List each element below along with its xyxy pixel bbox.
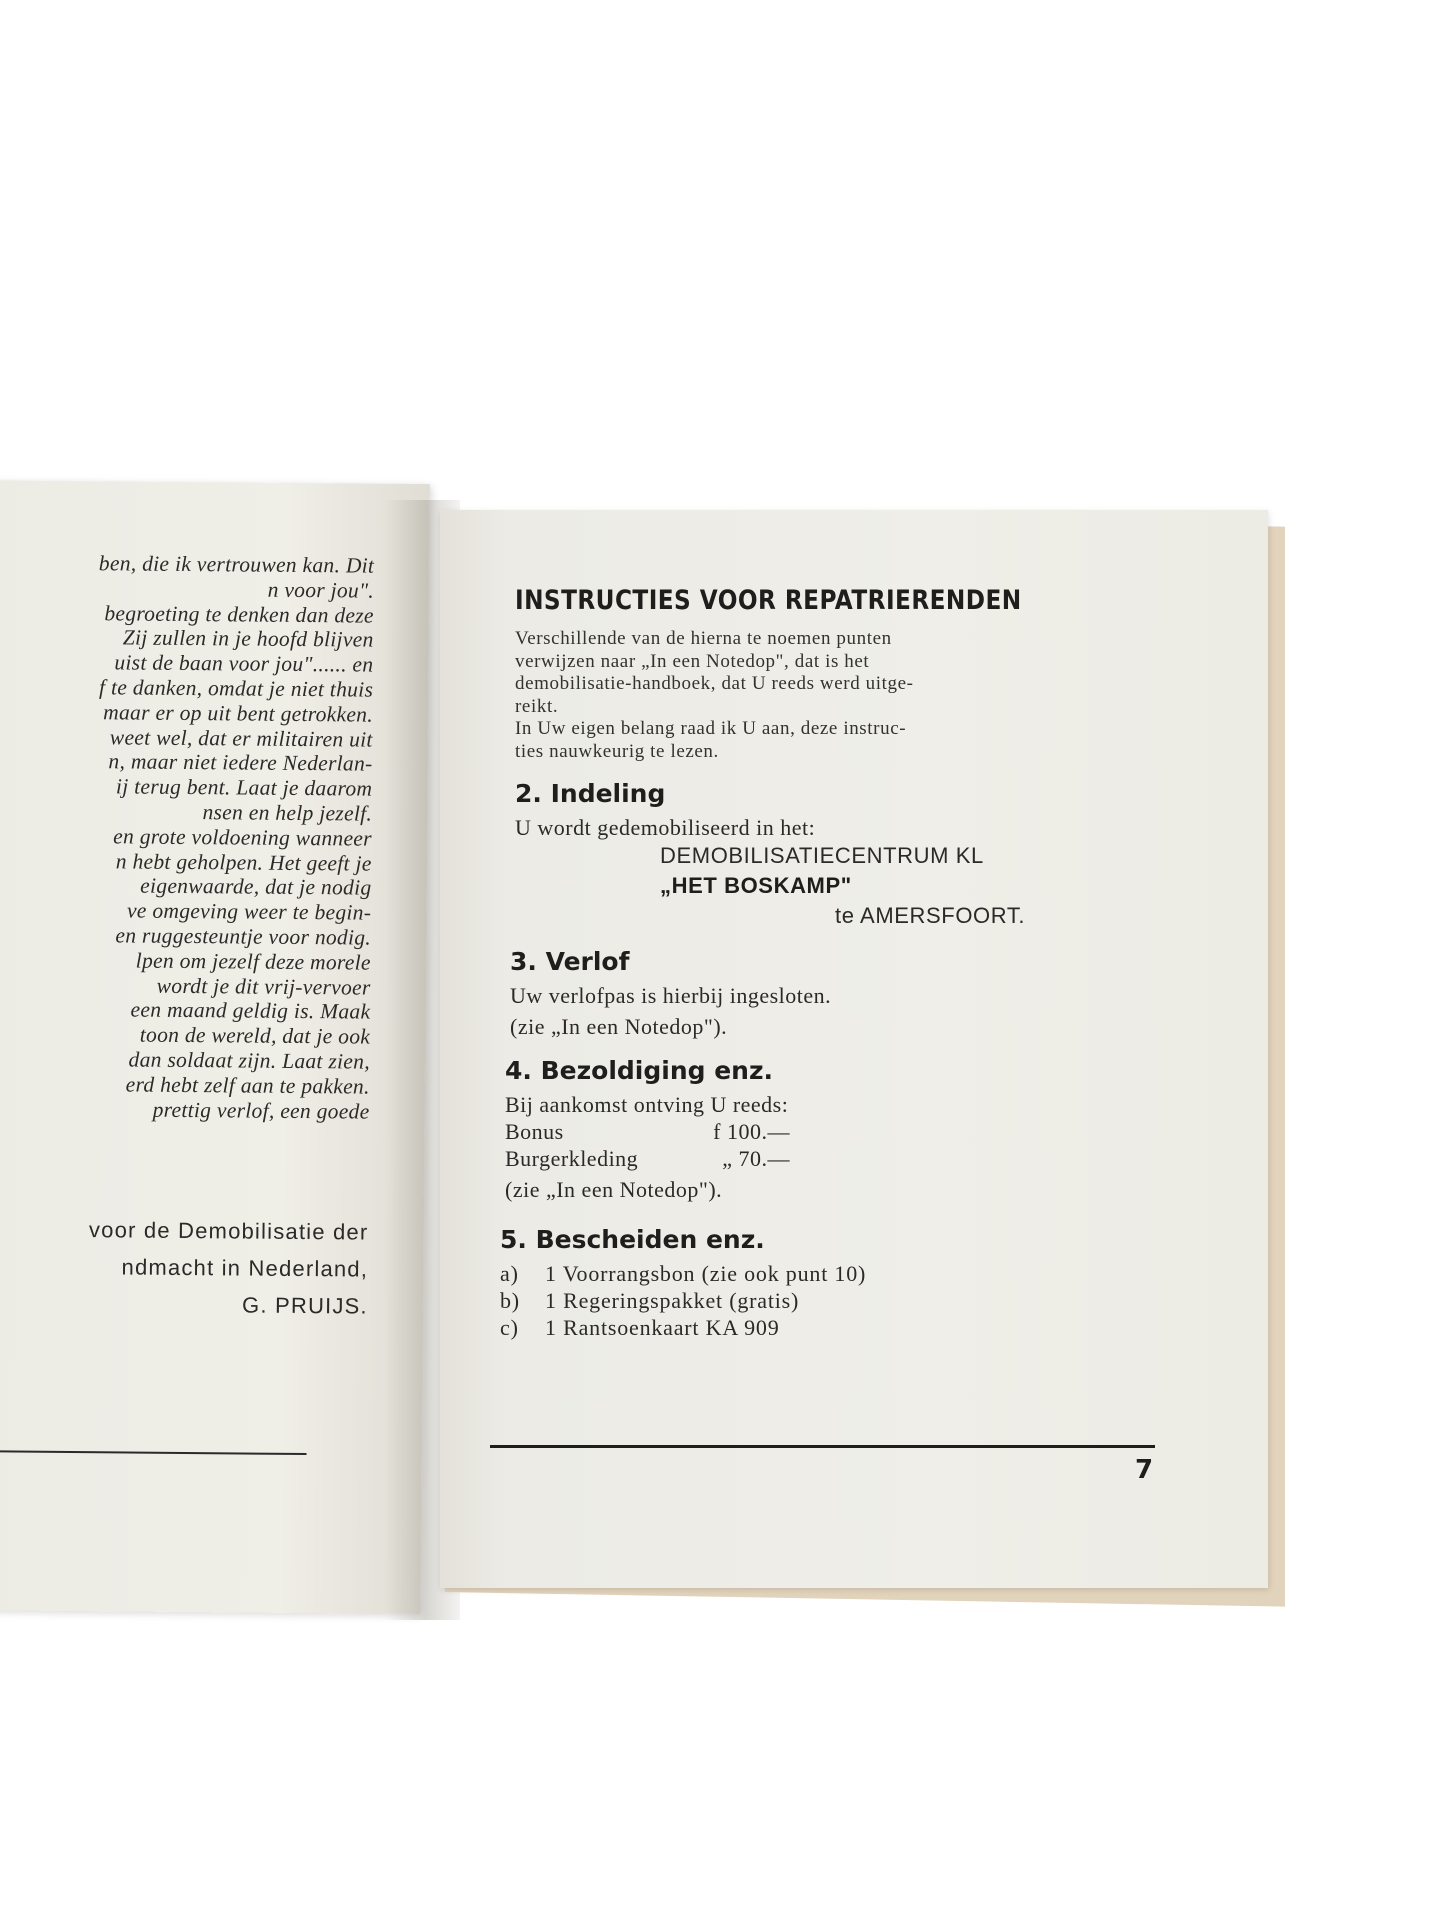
- list-item-text: 1 Voorrangsbon (zie ook punt 10): [545, 1261, 867, 1286]
- left-page-text-line: ve omgeving weer te begin-: [126, 898, 372, 925]
- left-page-text-line: ben, die ik vertrouwen kan. Dit: [98, 551, 375, 578]
- right-page-rule: [490, 1445, 1155, 1448]
- intro-paragraph: [515, 628, 1065, 763]
- left-page-text-line: ij terug bent. Laat je daarom: [115, 774, 373, 801]
- left-page-text-line: n hebt geholpen. Het geeft je: [115, 848, 372, 876]
- left-page-text-line: een maand geldig is. Maak: [130, 997, 371, 1024]
- intro-line: verwijzen naar „In een Notedop", dat is het: [515, 650, 870, 672]
- left-page-text-line: n, maar niet iedere Nederlan-: [108, 749, 373, 776]
- list-item-text: 1 Rantsoenkaart KA 909: [545, 1315, 780, 1340]
- left-page-text-line: begroeting te denken dan deze: [104, 600, 374, 628]
- left-page-text-line: dan soldaat zijn. Laat zien,: [128, 1047, 371, 1074]
- bezoldiging-line-1: Bij aankomst ontving U reeds:: [505, 1092, 789, 1117]
- centre-name: DEMOBILISATIECENTRUM KL: [660, 843, 984, 868]
- page-number: 7: [1135, 1455, 1154, 1485]
- signoff-line-1: voor de Demobilisatie der: [88, 1217, 369, 1245]
- centre-city: te AMERSFOORT.: [835, 903, 1026, 928]
- list-item: [500, 1260, 1065, 1287]
- left-page-text-line: erd hebt zelf aan te pakken.: [125, 1072, 370, 1099]
- left-page-text-line: Zij zullen in je hoofd blijven: [122, 625, 374, 653]
- list-item-text: 1 Regeringspakket (gratis): [545, 1288, 800, 1313]
- list-item: [500, 1287, 1065, 1314]
- left-page-text-line: en grote voldoening wanneer: [113, 824, 372, 851]
- intro-line: demobilisatie-handboek, dat U reeds werd uitge-: [515, 673, 914, 694]
- left-page-text-line: nsen en help jezelf.: [202, 800, 373, 826]
- section-heading-bescheiden: 5. Bescheiden enz.: [500, 1225, 765, 1254]
- left-page-text-line: en ruggesteuntje voor nodig.: [115, 923, 372, 950]
- left-page-text-line: n voor jou".: [267, 577, 375, 603]
- list-item-letter: b): [500, 1288, 520, 1313]
- pay-row-burgerkleding: [505, 1145, 1065, 1172]
- section-heading-verlof: 3. Verlof: [510, 947, 630, 976]
- left-page-text-line: lpen om jezelf deze morele: [135, 948, 371, 975]
- verlof-line-2: (zie „In een Notedop").: [510, 1014, 728, 1039]
- left-page-text-line: toon de wereld, dat je ook: [139, 1022, 371, 1049]
- section-heading-bezoldiging: 4. Bezoldiging enz.: [505, 1056, 774, 1085]
- left-page-text-line: eigenwaarde, dat je nodig: [140, 873, 372, 900]
- verlof-line-1: Uw verlofpas is hierbij ingesloten.: [510, 983, 832, 1008]
- intro-line: In Uw eigen belang raad ik U aan, deze instruc-: [515, 718, 907, 739]
- left-page-rule: [0, 1450, 307, 1455]
- list-item-letter: c): [500, 1315, 519, 1340]
- section-heading-indeling: 2. Indeling: [515, 779, 666, 808]
- centre-location-name: „HET BOSKAMP": [660, 873, 852, 898]
- list-item: [500, 1314, 1065, 1341]
- indeling-text: U wordt gedemobiliseerd in het:: [515, 815, 816, 840]
- left-page: [0, 480, 430, 1614]
- bezoldiging-line-2: (zie „In een Notedop").: [505, 1177, 723, 1202]
- left-page-text-line: maar er op uit bent getrokken.: [103, 700, 374, 727]
- left-page-text-line: uist de baan voor jou"...... en: [114, 650, 374, 677]
- intro-line: Verschillende van de hierna te noemen punten: [515, 628, 892, 649]
- intro-line: reikt.: [515, 695, 559, 717]
- left-page-text-line: f te danken, omdat je niet thuis: [98, 675, 374, 702]
- signoff-signature: G. PRUIJS.: [242, 1292, 368, 1319]
- pay-label: Burgerkleding: [505, 1146, 639, 1171]
- intro-line: ties nauwkeurig te lezen.: [515, 740, 719, 762]
- pay-row-bonus: [505, 1118, 1065, 1145]
- pay-value: f 100.—: [713, 1119, 790, 1144]
- left-page-body-text: [0, 550, 374, 1124]
- pay-value: „ 70.—: [722, 1146, 790, 1171]
- right-page-content: [500, 585, 1065, 1341]
- page-title: INSTRUCTIES VOOR REPATRIERENDEN: [515, 585, 1022, 616]
- left-page-signoff: [0, 1210, 369, 1325]
- left-page-text-line: prettig verlof, een goede: [152, 1097, 370, 1124]
- left-page-text-line: wordt je dit vrij-vervoer: [156, 973, 371, 1000]
- signoff-line-2: ndmacht in Nederland,: [121, 1254, 369, 1282]
- pay-label: Bonus: [505, 1119, 564, 1144]
- left-page-text-line: weet wel, dat er militairen uit: [109, 724, 373, 752]
- list-item-letter: a): [500, 1261, 519, 1286]
